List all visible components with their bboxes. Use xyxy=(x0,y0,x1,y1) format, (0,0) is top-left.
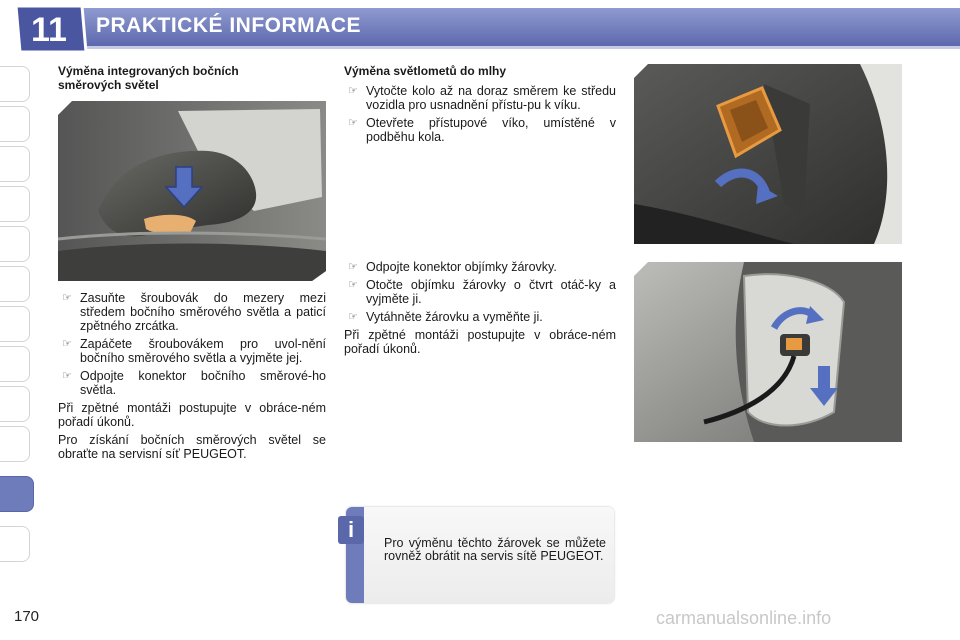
step-item: ☞ Vytáhněte žárovku a vyměňte ji. xyxy=(348,310,543,324)
section-heading-line: Výměna integrovaných bočních xyxy=(58,64,239,78)
chapter-tab-active[interactable] xyxy=(0,476,34,512)
step-item: ☞ Otevřete přístupové víko, umístěné v podběhu kola. xyxy=(348,116,616,144)
step-item: ☞ Otočte objímku žárovky o čtvrt otáč-ky a vyjměte ji. xyxy=(348,278,616,306)
chapter-number: 11 xyxy=(31,11,67,49)
paragraph: Při zpětné montáži postupujte v obráce-ném pořadí úkonů. xyxy=(58,401,326,429)
chapter-tab[interactable] xyxy=(0,226,30,262)
bullet-icon: ☞ xyxy=(348,117,358,129)
step-item: ☞ Odpojte konektor objímky žárovky. xyxy=(348,260,557,274)
chapter-tab[interactable] xyxy=(0,146,30,182)
bullet-icon: ☞ xyxy=(348,85,358,97)
bullet-icon: ☞ xyxy=(348,261,358,273)
wheel-arch-photo xyxy=(634,64,902,244)
paragraph: Při zpětné montáži postupujte v obráce-ném pořadí úkonů. xyxy=(344,328,616,356)
chapter-tab[interactable] xyxy=(0,266,30,302)
chapter-tab[interactable] xyxy=(0,66,30,102)
bullet-icon: ☞ xyxy=(348,311,358,323)
right-section-bottom xyxy=(344,260,616,360)
bullet-icon: ☞ xyxy=(62,338,72,350)
page-number: 170 xyxy=(14,608,40,625)
chapter-title: PRAKTICKÉ INFORMACE xyxy=(96,14,361,37)
chapter-tab[interactable] xyxy=(0,426,30,462)
chapter-tab[interactable] xyxy=(0,346,30,382)
step-item: ☞ Zasuňte šroubovák do mezery mezi středem bočního směrového světla a paticí zpětného zrcátka. xyxy=(62,291,326,333)
fog-lamp-photo xyxy=(634,262,902,442)
chapter-tab[interactable] xyxy=(0,106,30,142)
section-heading-line: směrových světel xyxy=(58,78,159,92)
mirror-photo xyxy=(58,101,326,281)
step-item: ☞ Odpojte konektor bočního směrové-ho světla. xyxy=(62,369,326,397)
chapter-tab[interactable] xyxy=(0,306,30,342)
chapter-tab[interactable] xyxy=(0,386,30,422)
step-item: ☞ Vytočte kolo až na doraz směrem ke středu vozidla pro usnadnění přístu-pu k víku. xyxy=(348,84,616,112)
bullet-icon: ☞ xyxy=(62,292,72,304)
bullet-icon: ☞ xyxy=(62,370,72,382)
chapter-tab[interactable] xyxy=(0,186,30,222)
section-heading: Výměna světlometů do mlhy xyxy=(344,64,507,78)
step-item: ☞ Zapáčete šroubovákem pro uvol-nění bočního směrového světla a vyjměte jej. xyxy=(62,337,326,365)
bullet-icon: ☞ xyxy=(348,279,358,291)
watermark: carmanualsonline.info xyxy=(656,608,832,628)
left-steps xyxy=(58,291,326,465)
paragraph: Pro získání bočních směrových světel se obraťte na servisní síť PEUGEOT. xyxy=(58,433,326,461)
chapter-tab[interactable] xyxy=(0,526,30,562)
info-icon: i xyxy=(338,516,364,544)
left-section-heading xyxy=(58,64,328,92)
info-text: Pro výměnu těchto žárovek se můžete rovněž obrátit na servis sítě PEUGEOT. xyxy=(384,536,606,563)
right-section-top xyxy=(344,64,616,148)
